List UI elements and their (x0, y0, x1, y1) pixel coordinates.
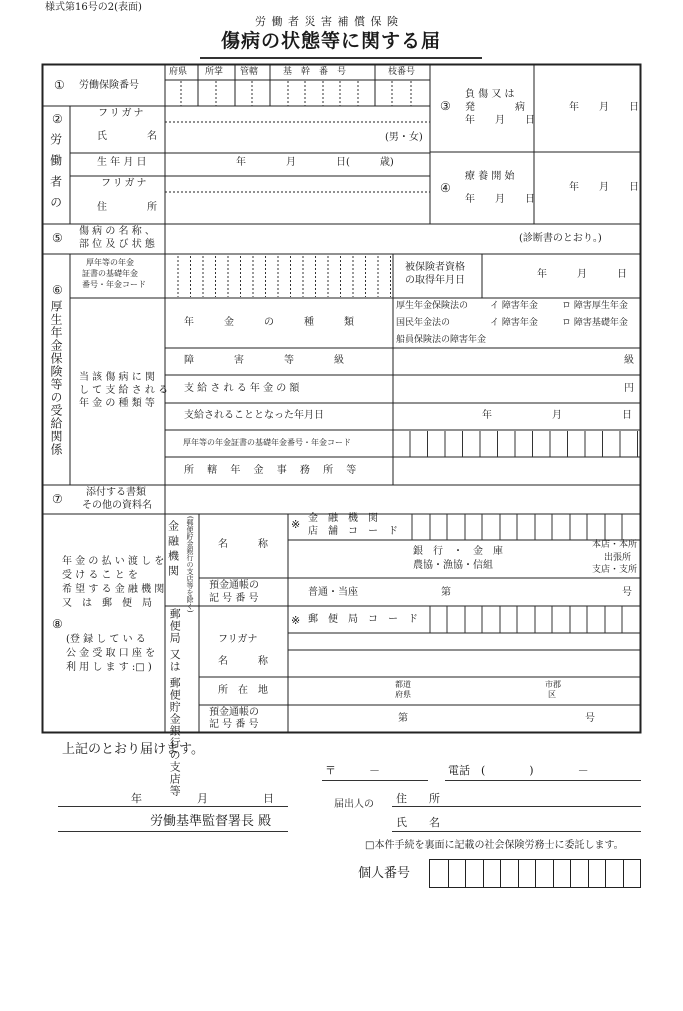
city-1: 市郡 (545, 680, 561, 689)
bank-name-label: 名 称 (218, 539, 268, 550)
branch-type-2[interactable]: 出張所 (604, 553, 632, 563)
pension-amount-label: 支 給 さ れ る 年 金 の 額 (184, 383, 300, 394)
pension-office-input[interactable] (394, 458, 639, 484)
address-kana-label: フリガナ (101, 178, 149, 189)
injury-label-1: 負 傷 又 は (465, 89, 515, 100)
post-account-label-1: 預金通帳の (209, 707, 259, 718)
qualification-label-1: 被保険者資格 (405, 262, 465, 273)
basic-number-label: 基 幹 番 号 (283, 67, 347, 77)
s6-number: ⑥ (52, 283, 63, 297)
kome-post: ※ (291, 614, 301, 627)
submission-date-field[interactable]: 年 月 日 (131, 792, 274, 805)
bank-code-label-1: 金 融 機 関 (308, 513, 378, 524)
injury-date-input[interactable]: 年 月 日 (569, 102, 639, 113)
personal-number-cell-divider (605, 860, 606, 887)
post-address-label: 所 在 地 (218, 685, 268, 696)
applicant-name-input[interactable] (440, 815, 640, 830)
personal-number-cell-divider (518, 860, 519, 887)
injury-label-2: 発 病 (465, 102, 525, 113)
s5-number: ⑤ (52, 231, 63, 245)
gender-choice[interactable]: (男・女) (385, 132, 423, 143)
public-account-1: (登 録 し て い る (66, 634, 146, 645)
s2-number: ② (52, 112, 63, 126)
phone-field[interactable]: 電話 ( ) － (448, 764, 589, 777)
bank-code-label-2: 店 舗 コ ー ド (308, 526, 398, 537)
personal-number-cell-divider (535, 860, 536, 887)
bank-side-note: (郵便貯金銀行の支店等を除く) (186, 516, 194, 613)
pension-side-label: 厚生年金保険等の受給関係 (49, 300, 63, 456)
personal-number-cell-divider (570, 860, 571, 887)
dob-label: 生 年 月 日 (97, 157, 147, 168)
payment-date-label: 支給されることとなった年月日 (184, 410, 324, 421)
pension-code-label: 厚年等の年金証書の基礎年金番号・年金コード (183, 438, 351, 447)
personal-number-cell-divider (483, 860, 484, 887)
bank-side-label: 金融機関 (166, 520, 180, 580)
payment-date-input[interactable]: 年 月 日 (482, 410, 632, 421)
post-code-label: 郵 便 局 コ ー ド (308, 614, 418, 625)
s1-number: ① (54, 78, 65, 92)
grade-unit: 級 (624, 355, 634, 366)
qualification-label-2: の取得年月日 (405, 275, 465, 286)
pension-cert-label-1: 厚年等の年金 (86, 258, 134, 267)
prefecture-label: 府県 (169, 67, 188, 77)
account-type-choice[interactable]: 普通・当座 (308, 587, 358, 598)
bank-intro-3: 希 望 す る 金 融 機 関 (62, 584, 165, 595)
treatment-start-date-input[interactable]: 年 月 日 (569, 182, 639, 193)
name-underline (392, 831, 641, 832)
bank-types-2[interactable]: 農協・漁協・信組 (413, 560, 493, 571)
post-account-number-input[interactable] (412, 706, 582, 732)
applicant-address-input[interactable] (440, 790, 640, 805)
applicant-name-label: 氏 名 (396, 816, 440, 829)
law1-label: 厚生年金保険法の (396, 301, 469, 311)
jurisdiction-label: 管轄 (240, 67, 259, 77)
post-account-label-2: 記 号 番 号 (209, 719, 259, 730)
s3-number: ③ (440, 99, 451, 113)
page-title: 傷病の状態等に関する届 (221, 30, 442, 52)
title-underline (200, 57, 482, 59)
phone-underline (445, 780, 641, 781)
attachments-label-2: その他の資料名 (82, 500, 152, 511)
labor-insurance-number-input[interactable] (166, 81, 429, 105)
pension-cert-label-3: 番号・年金コード (82, 280, 146, 289)
law1-option-a[interactable]: イ 障害年金 (490, 301, 538, 311)
dob-input[interactable]: 年 月 日( 歳) (236, 157, 394, 168)
law2-option-a[interactable]: イ 障害年金 (490, 318, 538, 328)
post-kana-label: フリガナ (218, 634, 258, 645)
law2-label: 国民年金法の (396, 318, 451, 328)
personal-number-cell-divider (623, 860, 624, 887)
bank-account-no-prefix: 第 (441, 587, 451, 598)
pension-kind-label-2: し て 支 給 さ れ る (79, 385, 169, 396)
post-side-label: 郵便局 又は 郵便貯金銀行の支店等 (168, 608, 182, 797)
insurance-category: 労 働 者 災 害 補 償 保 険 (255, 15, 399, 28)
kana-label: フリガナ (98, 108, 146, 119)
applicant-address-label: 住 所 (396, 792, 440, 805)
disease-name-input[interactable] (166, 225, 514, 253)
personal-number-cell-divider (500, 860, 501, 887)
name-input[interactable] (166, 123, 381, 152)
applicant-label: 届出人の (334, 799, 374, 810)
bank-account-number-input[interactable] (455, 580, 615, 604)
injury-label-3: 年 月 日 (465, 115, 535, 126)
labor-insurance-number-label: 労働保険番号 (79, 80, 139, 91)
disability-grade-input[interactable] (394, 349, 614, 374)
diagnosis-note: (診断書のとおり。) (519, 233, 602, 244)
bank-intro-1: 年 金 の 払 い 渡 し を (62, 556, 165, 567)
pref-2: 府県 (395, 690, 411, 699)
submission-statement: 上記のとおり届けます。 (62, 742, 204, 757)
post-name-label: 名 称 (218, 656, 268, 667)
public-account-2: 公 金 受 取 口 座 を (66, 648, 156, 659)
name-kana-input[interactable] (166, 107, 428, 121)
kome-bank: ※ (291, 518, 301, 531)
pension-code-input[interactable] (394, 431, 639, 456)
bank-types-1[interactable]: 銀 行 ・ 金 庫 (413, 546, 503, 557)
law1-option-b[interactable]: ロ 障害厚生年金 (562, 301, 628, 311)
pref-1: 都道 (395, 680, 411, 689)
bank-code-input[interactable] (394, 515, 639, 539)
bank-intro-2: 受 け る こ と を (62, 570, 138, 581)
personal-number-cell-divider (553, 860, 554, 887)
bank-intro-4: 又 は 郵 便 局 (62, 598, 152, 609)
post-account-no-suffix: 号 (585, 713, 595, 724)
pension-kind-label-3: 年 金 の 種 類 等 (79, 398, 155, 409)
s4-number: ④ (440, 181, 451, 195)
public-account-checkbox[interactable]: 利 用 し ま す :□ ) (66, 662, 152, 673)
attachments-input[interactable] (166, 486, 639, 513)
bank-account-no-suffix: 号 (622, 587, 632, 598)
delegation-checkbox[interactable]: □本件手続を裏面に記載の社会保険労務士に委託します。 (365, 840, 624, 851)
pension-office-label: 所 轄 年 金 事 務 所 等 (184, 465, 357, 476)
address-label: 住 所 (97, 202, 157, 213)
disease-name-label-2: 部 位 及 び 状 態 (79, 239, 155, 250)
personal-number-label: 個人番号 (358, 866, 411, 881)
personal-number-input[interactable] (429, 859, 641, 888)
treatment-start-label-1: 療 養 開 始 (465, 171, 515, 182)
bank-account-label-2: 記 号 番 号 (209, 593, 259, 604)
office-label: 所掌 (205, 67, 224, 77)
branch-type-3[interactable]: 支店・支所 (592, 565, 638, 575)
postal-code-field[interactable]: 〒 － (325, 764, 380, 777)
name-label: 氏 名 (97, 131, 157, 142)
s8-number: ⑧ (52, 617, 63, 631)
personal-number-cell-divider (448, 860, 449, 887)
post-code-input[interactable] (430, 607, 639, 632)
personal-number-cell-divider (465, 860, 466, 887)
postal-underline (322, 780, 428, 781)
date-underline (58, 806, 288, 807)
law3-option[interactable]: 船員保険法の障害年金 (396, 335, 487, 345)
post-name-input[interactable] (289, 651, 639, 676)
addressee-label: 労働基準監督署長 殿 (150, 814, 272, 829)
pension-cert-number-input[interactable] (166, 255, 392, 297)
addressee-underline (58, 831, 288, 832)
qualification-date-input[interactable]: 年 月 日 (537, 269, 627, 280)
branch-type-1[interactable]: 本店・本所 (592, 540, 638, 550)
post-account-no-prefix: 第 (398, 713, 408, 724)
address-input[interactable] (166, 194, 428, 222)
attachments-label-1: 添付する書類 (86, 487, 146, 498)
address-underline (392, 806, 641, 807)
worker-side-label: 労働者の (48, 133, 63, 217)
pension-type-label: 年 金 の 種 類 (184, 317, 354, 328)
disease-name-label-1: 傷 病 の 名 称 、 (79, 226, 155, 237)
pension-kind-label-1: 当 該 傷 病 に 関 (79, 372, 155, 383)
amount-unit: 円 (624, 383, 634, 394)
disability-grade-label: 障 害 等 級 (184, 355, 344, 366)
personal-number-cell-divider (588, 860, 589, 887)
branch-number-label: 枝番号 (388, 67, 416, 77)
s7-number: ⑦ (52, 492, 63, 506)
city-2: 区 (548, 690, 556, 699)
pension-cert-label-2: 証書の基礎年金 (82, 269, 138, 278)
treatment-start-label-2: 年 月 日 (465, 194, 535, 205)
law2-option-b[interactable]: ロ 障害基礎年金 (562, 318, 628, 328)
bank-account-label-1: 預金通帳の (209, 580, 259, 591)
pension-amount-input[interactable] (394, 376, 619, 402)
form-number: 様式第16号の2(表面) (45, 2, 142, 13)
